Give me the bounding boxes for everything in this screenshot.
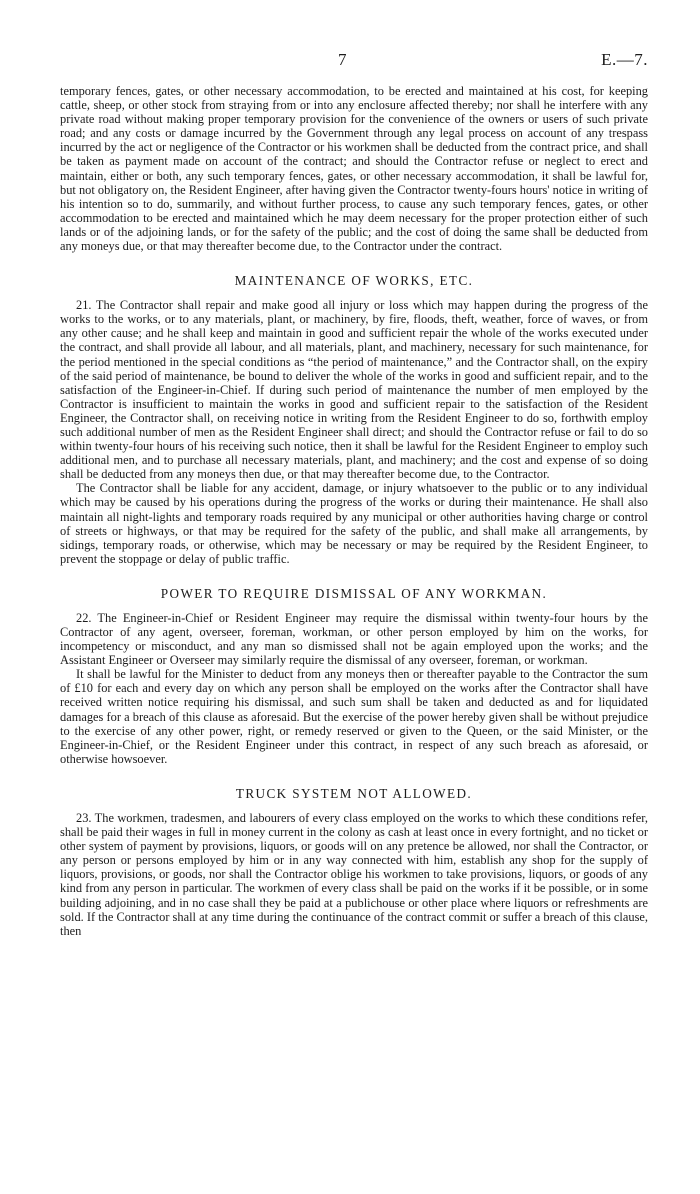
series-code: E.—7. [601, 50, 648, 69]
page-number: 7 [338, 50, 347, 69]
deduction-paragraph: It shall be lawful for the Minister to deduct from any moneys then or thereafter payable to the Contractor the sum of £10 for each and every day on which any person shall be employed on the works after the Contractor shall have received written notice requiring his dismissal, and such sum shall be taken and deducted as and for liquidated damages for a breach of this clause as aforesaid. But the exercise of the power hereby given shall be without prejudice to the exercise of any other power, right, or remedy reserved or given to the Queen, or the said Minister, or the Engineer-in-Chief, or the Resident Engineer under this contract, in respect of any such breach as aforesaid, or otherwise howsoever. [60, 667, 648, 766]
page-header [60, 50, 648, 84]
liability-paragraph: The Contractor shall be liable for any accident, damage, or injury whatsoever to the public or to any individual which may be caused by his operations during the progress of the works or during their maintenance. He shall also maintain all night-lights and temporary roads required by any municipal or other authorities having charge or control of streets or highways, or that may be required for the safety of the public, and shall make all arrangements, by sidings, temporary roads, or otherwise, which may be necessary or may be required by the Resident Engineer, to prevent the stoppage or delay of public traffic. [60, 481, 648, 566]
section-heading-dismissal: POWER TO REQUIRE DISMISSAL OF ANY WORKMAN. [160, 585, 548, 601]
section-heading-truck-system: TRUCK SYSTEM NOT ALLOWED. [235, 785, 473, 801]
section-heading-maintenance: MAINTENANCE OF WORKS, ETC. [234, 273, 474, 289]
document-body [60, 84, 648, 938]
clause-22-paragraph: 22. The Engineer-in-Chief or Resident Engineer may require the dismissal within twenty-four hours by the Contractor of any agent, overseer, foreman, workman, or other person employed by him on the works, for incompetency or misconduct, and any man so dismissed shall not be again employed upon the works; and the Assistant Engineer or Overseer may similarly require the dismissal of any overseer, foreman, or workman. [60, 610, 648, 668]
clause-23-paragraph: 23. The workmen, tradesmen, and labourers of every class employed on the works to which these conditions refer, shall be paid their wages in full in money current in the colony as cash at least once in every fortnight, and no ticket or other system of payment by provisions, liquors, or goods will on any pretence be allowed, nor shall the Contractor, or any person or persons employed by him or in any way connected with him, establish any shop for the supply of liquors, provisions, or goods, nor shall the Contractor oblige his workmen to take provisions, liquors, or goods of any kind from any person in particular. The workmen of every class shall be paid on the works if it be possible, or in some building adjoining, and in no case shall they be paid at a publichouse or other place where liquors or refreshments are sold. If the Contractor shall at any time during the continuance of the contract commit or suffer a breach of this clause, then [60, 810, 648, 938]
opening-paragraph: temporary fences, gates, or other necessary accommodation, to be erected and maintained at his cost, for keeping cattle, sheep, or other stock from straying from or into any enclosure affected thereby; nor shall he interfere with any private road without making proper temporary provision for the convenience of the owners or users of such private road; and any costs or damage incurred by the Government through any legal process on account of any trespass incurred by the act or negligence of the Contractor or his workmen shall be deducted from the contract price, and shall be taken as payment made on account of the contract; and should the Contractor refuse or neglect to erect and maintain, either or both, any such temporary fences, gates, or other necessary accommodation, it shall be lawful for, but not obligatory on, the Resident Engineer, after having given the Contractor twenty-fours hours' notice in writing of his intention so to do, summarily, and without further process, to cause any such temporary fences, gates, or other accommodation to be erected and maintained which he may deem necessary for the proper protection either of such lands or of the adjoining lands, or for the safety of the public; and the cost of doing the same shall be deducted from any moneys due, or that may thereafter become due, to the Contractor under the contract. [60, 84, 648, 254]
clause-21-paragraph: 21. The Contractor shall repair and make good all injury or loss which may happen during the progress of the works to the works, or to any materials, plant, or machinery, by fire, floods, theft, weather, force of waves, or from any other cause; and he shall keep and maintain in good and sufficient repair the whole of the works executed under the contract, and shall provide all labour, and all materials, plant, and machinery, necessary for such maintenance, for the period mentioned in the special conditions as “the period of maintenance,” and the Contractor shall, on the expiry of the said period of maintenance, be bound to deliver the whole of the works in good and sufficient repair, and to the satisfaction of the Engineer-in-Chief. If during such period of maintenance the number of men employed by the Contractor is insufficient to maintain the works in good and sufficient repair to the satisfaction of the Resident Engineer, the Contractor shall, on receiving notice in writing from the Resident Engineer to do so, forthwith employ such additional number of men as the Resident Engineer shall direct; and should the Contractor refuse or fail to do so within twenty-four hours of his receiving such notice, then it shall be lawful for the Resident Engineer to employ such additional men, and to purchase all necessary materials, plant, and machinery; and the cost and expense of so doing shall be deducted from any moneys then due, or that may thereafter become due, to the Contractor. [60, 298, 648, 482]
